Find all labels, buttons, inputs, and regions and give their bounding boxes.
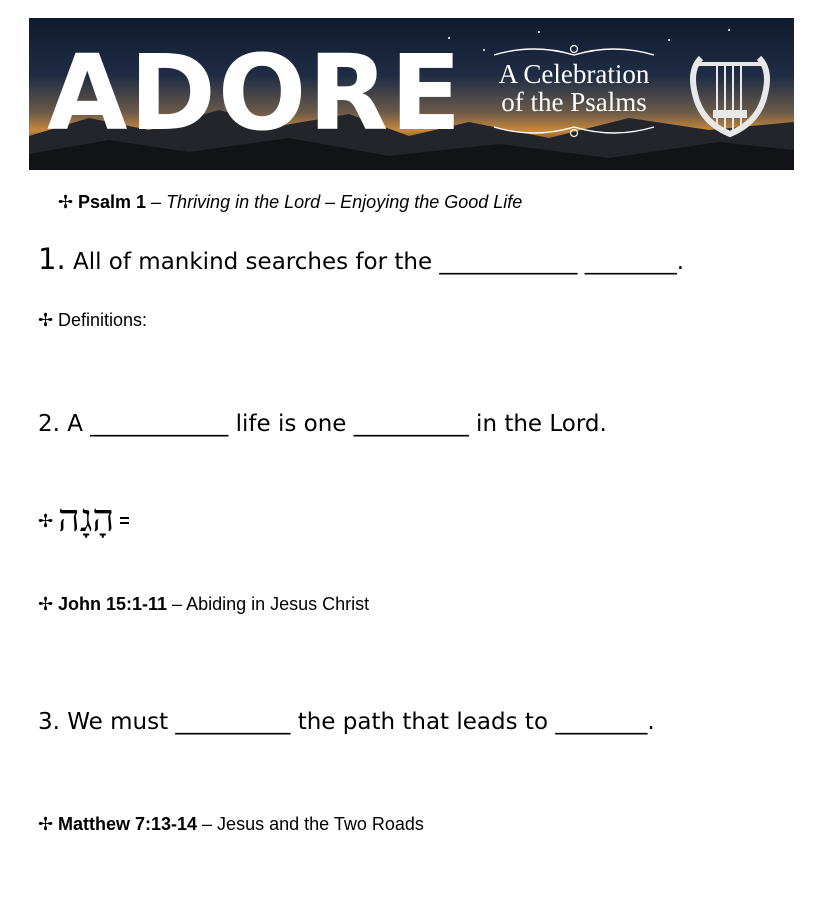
hebrew-word-line — [38, 496, 130, 541]
definitions-label: Definitions: — [58, 310, 148, 330]
john-description: – Abiding in Jesus Christ — [167, 594, 370, 614]
point-1-text: All of mankind searches for the ____________ ________. — [65, 249, 685, 275]
psalm-reference: Psalm 1 — [78, 192, 147, 212]
cross-icon: ✢ — [38, 310, 54, 330]
psalm-theme-subtitle: – Enjoying the Good Life — [320, 192, 523, 212]
matthew-reference: Matthew 7:13-14 — [58, 814, 198, 834]
point-2-text: 2. A ____________ life is one __________ in the Lord. — [38, 411, 607, 437]
matthew-description: – Jesus and the Two Roads — [197, 814, 424, 834]
john-reference-line — [38, 594, 369, 615]
point-2 — [38, 411, 607, 437]
hebrew-word: הָגָה — [58, 496, 115, 540]
banner-subtitle — [484, 60, 664, 116]
psalm-theme: Thriving in the Lord — [166, 192, 321, 212]
point-3 — [38, 709, 655, 735]
cross-icon: ✢ — [58, 192, 74, 212]
banner-subtitle-line2: of the Psalms — [501, 87, 647, 117]
dash: – — [146, 192, 167, 212]
banner-subtitle-line1: A Celebration — [498, 59, 650, 89]
point-1-number: 1. — [38, 242, 66, 276]
lyre-icon — [689, 48, 771, 140]
cross-icon: ✢ — [38, 814, 54, 834]
definitions-line — [38, 310, 147, 331]
cross-icon: ✢ — [38, 594, 54, 614]
point-3-text: 3. We must __________ the path that leads to ________. — [38, 709, 655, 735]
cross-icon: ✢ — [38, 511, 54, 531]
matthew-reference-line — [38, 814, 424, 835]
equals-sign: = — [114, 511, 130, 531]
point-1 — [38, 242, 684, 276]
header-banner — [29, 18, 794, 170]
john-reference: John 15:1-11 — [58, 594, 168, 614]
psalm-reference-line — [58, 192, 522, 213]
banner-title: ADORE — [47, 32, 464, 154]
ornament-bottom-icon — [489, 120, 659, 142]
